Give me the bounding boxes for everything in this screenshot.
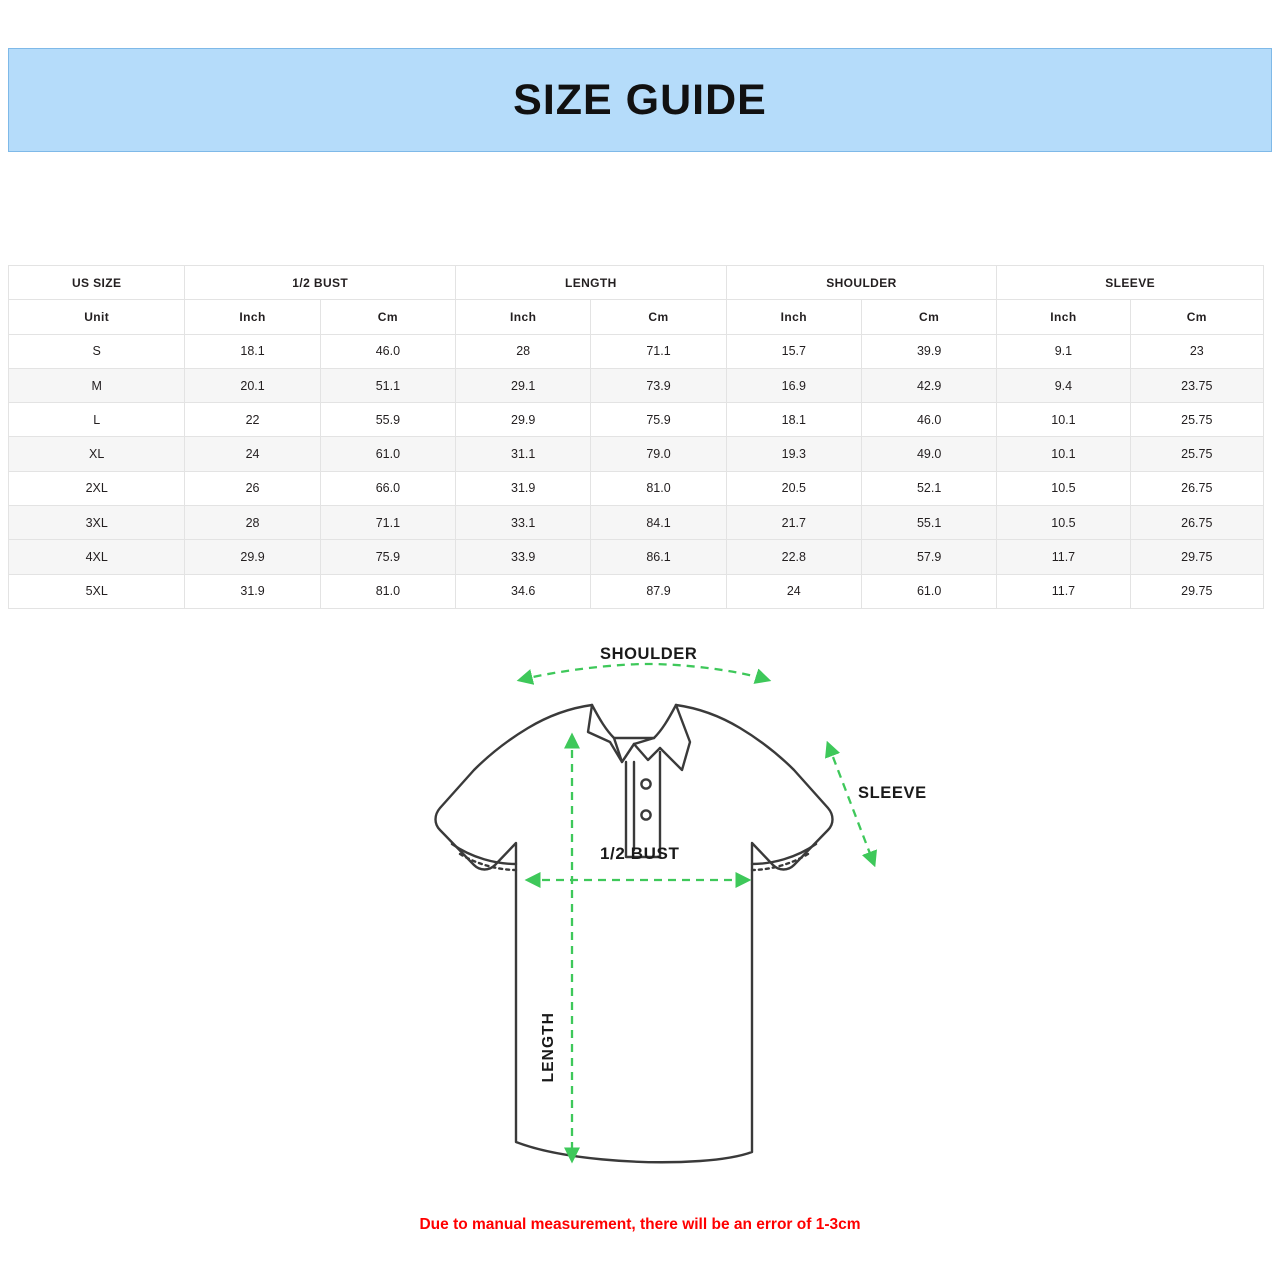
- cell-bust-cm: 66.0: [320, 471, 455, 505]
- cell-sleeve-inch: 10.1: [997, 403, 1130, 437]
- cell-bust-inch: 18.1: [185, 334, 320, 368]
- cell-bust-cm: 81.0: [320, 574, 455, 608]
- cell-shoulder-cm: 57.9: [861, 540, 996, 574]
- cell-sleeve-inch: 10.5: [997, 506, 1130, 540]
- cell-length-cm: 81.0: [591, 471, 726, 505]
- cell-bust-cm: 55.9: [320, 403, 455, 437]
- cell-shoulder-cm: 46.0: [861, 403, 996, 437]
- col-header-length: LENGTH: [456, 266, 727, 300]
- cell-length-cm: 73.9: [591, 368, 726, 402]
- table-row: [9, 437, 1264, 471]
- cell-shoulder-inch: 21.7: [726, 506, 861, 540]
- cell-shoulder-cm: 39.9: [861, 334, 996, 368]
- cell-sleeve-inch: 10.1: [997, 437, 1130, 471]
- cell-length-cm: 87.9: [591, 574, 726, 608]
- cell-shoulder-cm: 49.0: [861, 437, 996, 471]
- table-row: [9, 368, 1264, 402]
- unit-shoulder-cm: Cm: [861, 300, 996, 334]
- cell-length-cm: 71.1: [591, 334, 726, 368]
- size-chart-table-container: [8, 265, 1264, 609]
- cell-size: M: [9, 368, 185, 402]
- cell-shoulder-cm: 52.1: [861, 471, 996, 505]
- cell-bust-inch: 22: [185, 403, 320, 437]
- cell-sleeve-inch: 9.4: [997, 368, 1130, 402]
- label-shoulder: SHOULDER: [600, 645, 698, 663]
- label-length: LENGTH: [540, 1012, 557, 1083]
- cell-size: XL: [9, 437, 185, 471]
- measurement-diagram: [0, 612, 1280, 1212]
- cell-sleeve-inch: 10.5: [997, 471, 1130, 505]
- cell-shoulder-inch: 19.3: [726, 437, 861, 471]
- col-header-shoulder: SHOULDER: [726, 266, 997, 300]
- table-group-header-row: [9, 266, 1264, 300]
- page-title: SIZE GUIDE: [513, 75, 767, 124]
- size-chart-table: [8, 265, 1264, 609]
- cell-sleeve-cm: 26.75: [1130, 471, 1263, 505]
- cell-shoulder-inch: 20.5: [726, 471, 861, 505]
- cell-bust-cm: 71.1: [320, 506, 455, 540]
- cell-shoulder-inch: 18.1: [726, 403, 861, 437]
- unit-shoulder-inch: Inch: [726, 300, 861, 334]
- cell-bust-inch: 28: [185, 506, 320, 540]
- cell-shoulder-inch: 22.8: [726, 540, 861, 574]
- cell-shoulder-inch: 15.7: [726, 334, 861, 368]
- cell-sleeve-inch: 11.7: [997, 540, 1130, 574]
- cell-bust-cm: 46.0: [320, 334, 455, 368]
- unit-label: Unit: [9, 300, 185, 334]
- cell-bust-inch: 24: [185, 437, 320, 471]
- unit-sleeve-inch: Inch: [997, 300, 1130, 334]
- unit-bust-cm: Cm: [320, 300, 455, 334]
- sleeve-arrow: [828, 744, 874, 864]
- cell-size: 4XL: [9, 540, 185, 574]
- cell-length-inch: 29.1: [456, 368, 591, 402]
- cell-length-cm: 84.1: [591, 506, 726, 540]
- cell-size: 3XL: [9, 506, 185, 540]
- cell-length-inch: 31.1: [456, 437, 591, 471]
- cell-sleeve-inch: 9.1: [997, 334, 1130, 368]
- cell-sleeve-cm: 25.75: [1130, 437, 1263, 471]
- col-header-sleeve: SLEEVE: [997, 266, 1264, 300]
- cell-sleeve-cm: 23.75: [1130, 368, 1263, 402]
- label-half-bust: 1/2 BUST: [600, 844, 680, 863]
- table-row: [9, 471, 1264, 505]
- cell-sleeve-inch: 11.7: [997, 574, 1130, 608]
- table-row: [9, 574, 1264, 608]
- cell-size: 5XL: [9, 574, 185, 608]
- cell-length-inch: 33.9: [456, 540, 591, 574]
- unit-bust-inch: Inch: [185, 300, 320, 334]
- cell-bust-cm: 75.9: [320, 540, 455, 574]
- size-guide-banner: [8, 48, 1272, 152]
- cell-sleeve-cm: 25.75: [1130, 403, 1263, 437]
- table-row: [9, 403, 1264, 437]
- unit-length-inch: Inch: [456, 300, 591, 334]
- label-sleeve: SLEEVE: [858, 784, 927, 802]
- cell-shoulder-cm: 55.1: [861, 506, 996, 540]
- cell-shoulder-inch: 16.9: [726, 368, 861, 402]
- cell-bust-inch: 29.9: [185, 540, 320, 574]
- cell-sleeve-cm: 23: [1130, 334, 1263, 368]
- shoulder-arrow: [520, 664, 768, 680]
- unit-sleeve-cm: Cm: [1130, 300, 1263, 334]
- cell-sleeve-cm: 26.75: [1130, 506, 1263, 540]
- cell-sleeve-cm: 29.75: [1130, 574, 1263, 608]
- cell-length-cm: 79.0: [591, 437, 726, 471]
- cell-length-inch: 29.9: [456, 403, 591, 437]
- measurement-disclaimer: Due to manual measurement, there will be an error of 1-3cm: [419, 1216, 861, 1233]
- cell-size: S: [9, 334, 185, 368]
- unit-length-cm: Cm: [591, 300, 726, 334]
- table-unit-header-row: [9, 300, 1264, 334]
- table-row: [9, 540, 1264, 574]
- table-row: [9, 334, 1264, 368]
- cell-length-cm: 75.9: [591, 403, 726, 437]
- cell-sleeve-cm: 29.75: [1130, 540, 1263, 574]
- cell-shoulder-inch: 24: [726, 574, 861, 608]
- col-header-us-size: US SIZE: [9, 266, 185, 300]
- cell-length-inch: 33.1: [456, 506, 591, 540]
- polo-shirt-illustration: [0, 612, 1280, 1212]
- col-header-half-bust: 1/2 BUST: [185, 266, 456, 300]
- cell-length-inch: 31.9: [456, 471, 591, 505]
- cell-size: L: [9, 403, 185, 437]
- cell-bust-inch: 26: [185, 471, 320, 505]
- cell-bust-inch: 31.9: [185, 574, 320, 608]
- cell-length-inch: 28: [456, 334, 591, 368]
- cell-bust-cm: 51.1: [320, 368, 455, 402]
- table-row: [9, 506, 1264, 540]
- cell-bust-cm: 61.0: [320, 437, 455, 471]
- cell-bust-inch: 20.1: [185, 368, 320, 402]
- cell-shoulder-cm: 42.9: [861, 368, 996, 402]
- cell-shoulder-cm: 61.0: [861, 574, 996, 608]
- cell-size: 2XL: [9, 471, 185, 505]
- cell-length-inch: 34.6: [456, 574, 591, 608]
- cell-length-cm: 86.1: [591, 540, 726, 574]
